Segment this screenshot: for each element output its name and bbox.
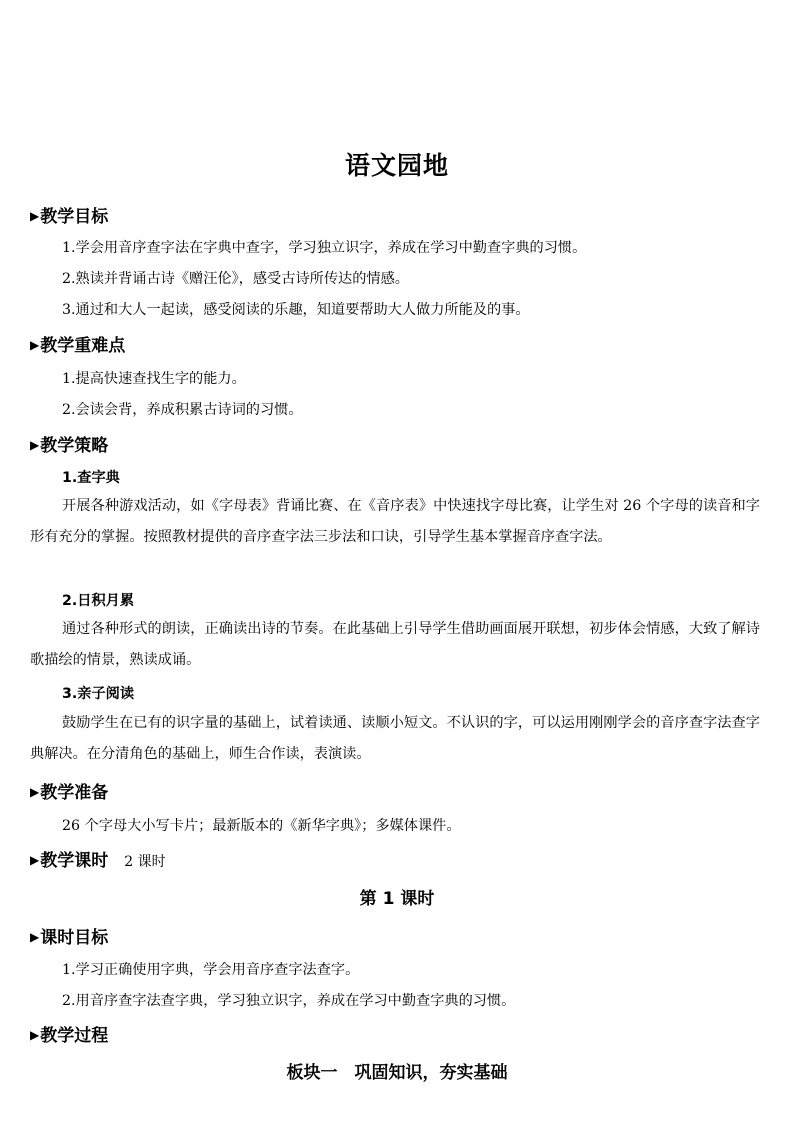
strategy-paragraph: 通过各种形式的朗读，正确读出诗的节奏。在此基础上引导学生借助画面展开联想，初步体会情感，大致了解诗歌描绘的情景，熟读成诵。	[30, 621, 760, 668]
triangle-bullet-icon: ▶	[30, 438, 40, 452]
lesson-goal-item: 2.用音序查字法查字典，学习独立识字，养成在学习中勤查字典的习惯。	[62, 993, 516, 1009]
strategy-subtitle: 3.亲子阅读	[62, 686, 135, 702]
goal-item: 3.通过和大人一起读，感受阅读的乐趣，知道要帮助大人做力所能及的事。	[62, 302, 530, 318]
strategy-subtitle: 2.日积月累	[62, 593, 135, 609]
goal-item: 2.熟读并背诵古诗《赠汪伦》，感受古诗所传达的情感。	[62, 271, 409, 287]
heading-text: 教学准备	[40, 783, 109, 803]
heading-text: 教学课时	[40, 851, 109, 871]
section-heading-preparation	[30, 778, 108, 803]
document-title: 语文园地	[344, 151, 449, 180]
section-heading-goals	[30, 202, 108, 227]
strategy-paragraph: 开展各种游戏活动，如《字母表》背诵比赛、在《音序表》中快速找字母比赛，让学生对 26 个字母的读音和字形有充分的掌握。按照教材提供的音序查字法三步法和口诀，引导学生基本掌握音序查字法。	[30, 498, 760, 545]
lesson-title: 第 1 课时	[359, 889, 435, 909]
triangle-bullet-icon: ▶	[30, 930, 40, 944]
heading-text: 教学目标	[40, 207, 109, 227]
section-heading-strategy	[30, 431, 108, 456]
section-heading-lesson-goals	[30, 923, 108, 948]
triangle-bullet-icon: ▶	[30, 785, 40, 799]
section-heading-hours	[30, 846, 166, 871]
heading-text: 教学重难点	[40, 336, 126, 356]
strategy-subtitle: 1.查字典	[62, 470, 120, 486]
heading-text: 教学过程	[40, 1026, 109, 1046]
hours-value: 2 课时	[124, 854, 166, 870]
key-point-item: 1.提高快速查找生字的能力。	[62, 371, 246, 387]
triangle-bullet-icon: ▶	[30, 1028, 40, 1042]
preparation-text: 26 个字母大小写卡片；最新版本的《新华字典》；多媒体课件。	[62, 818, 461, 834]
strategy-paragraph: 鼓励学生在已有的识字量的基础上，试着读通、读顺小短文。不认识的字，可以运用刚刚学会的音序查字法查字典解决。在分清角色的基础上，师生合作读，表演读。	[30, 715, 760, 762]
heading-text: 课时目标	[40, 928, 109, 948]
heading-text: 教学策略	[40, 436, 109, 456]
section-heading-key-points	[30, 331, 125, 356]
block-title: 板块一 巩固知识，夯实基础	[286, 1063, 508, 1083]
triangle-bullet-icon: ▶	[30, 853, 40, 867]
triangle-bullet-icon: ▶	[30, 209, 40, 223]
section-heading-process	[30, 1021, 108, 1046]
key-point-item: 2.会读会背，养成积累古诗词的习惯。	[62, 402, 303, 418]
goal-item: 1.学会用音序查字法在字典中查字，学习独立识字，养成在学习中勤查字典的习惯。	[62, 240, 587, 256]
lesson-goal-item: 1.学习正确使用字典，学会用音序查字法查字。	[62, 962, 360, 978]
triangle-bullet-icon: ▶	[30, 338, 40, 352]
